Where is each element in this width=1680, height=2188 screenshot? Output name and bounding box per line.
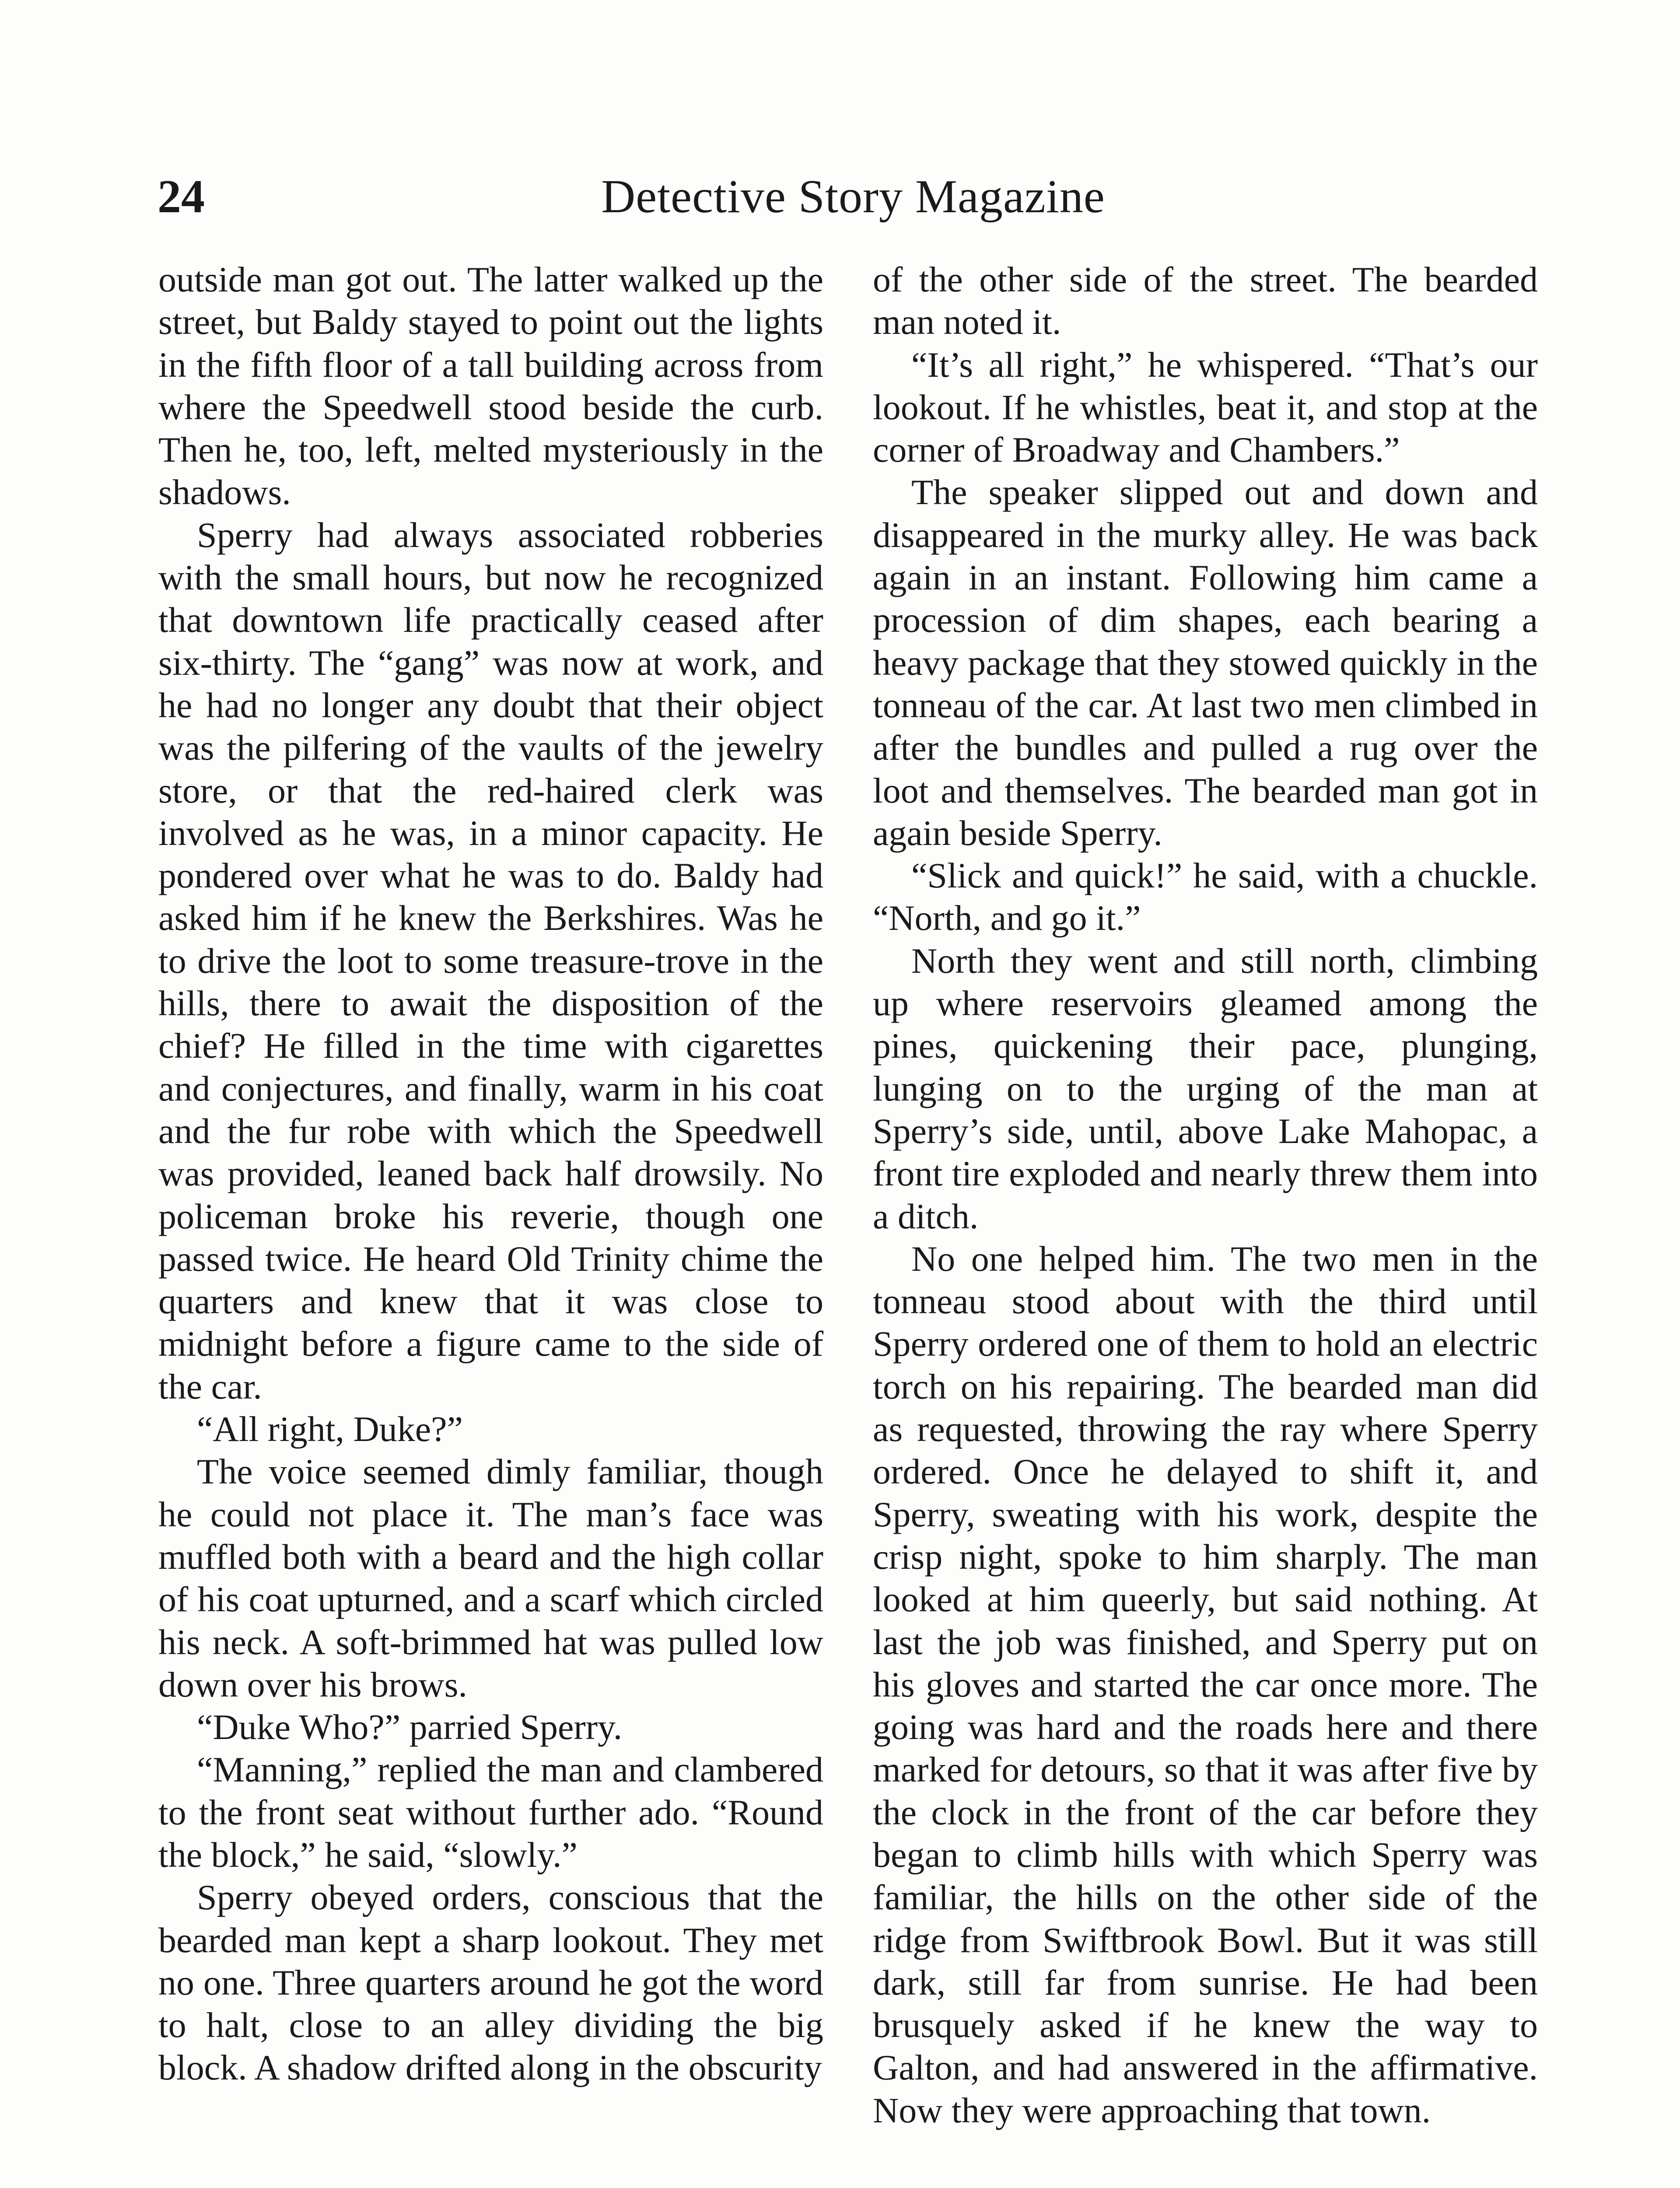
paragraph: The voice seemed dimly familiar, though he could not place it. The man’s face was muffled both with a beard and the high collar of his coat upturned, and a scarf which circled his neck. A soft-brimmed hat was pulled low down over his brows. (158, 1452, 823, 1704)
paragraph: “All right, Duke?” (197, 1409, 463, 1449)
page-number: 24 (158, 171, 205, 223)
paragraph: The speaker slipped out and down and disappeared in the murky alley. He was back again in an instant. Following him came a procession of dim shapes, each bearing a heavy package that they stowed quickly in the tonneau of the car. At last two men climbed in after the bundles and pulled a rug over the loot and themselves. The bearded man got in again beside Sperry. (873, 472, 1538, 853)
right-column (873, 258, 1538, 2132)
left-column (158, 258, 823, 2089)
paragraph: “Slick and quick!” he said, with a chuckle. “North, and go it.” (873, 856, 1538, 938)
paragraph: “It’s all right,” he whispered. “That’s our lookout. If he whistles, beat it, and stop at the corner of Broadway and Chambers.” (873, 344, 1538, 470)
paragraph: Sperry had always associated robberies with the small hours, but now he recognized that downtown life practically ceased after six-thirty. The “gang” was now at work, and he had no longer any doubt that their object was the pilfering of the vaults of the jewelry store, or that the red-haired clerk was involved as he was, in a minor capacity. He pondered over what he was to do. Baldy had asked him if he knew the Berkshires. Was he to drive the loot to some treasure-trove in the hills, there to await the disposition of the chief? He filled in the time with cigarettes and conjectures, and finally, warm in his coat and the fur robe with which the Speedwell was provided, leaned back half drowsily. No policeman broke his reverie, though one passed twice. He heard Old Trinity chime the quarters and knew that it was close to midnight before a figure came to the side of the car. (158, 515, 823, 1406)
paragraph: “Duke Who?” parried Sperry. (197, 1707, 623, 1747)
paragraph: No one helped him. The two men in the tonneau stood about with the third until Sperry ordered one of them to hold an electric torch on his repairing. The bearded man did as requested, throwing the ray where Sperry ordered. Once he delayed to shift it, and Sperry, sweating with his work, despite the crisp night, spoke to him sharply. The man looked at him queerly, but said nothing. At last the job was finished, and Sperry put on his gloves and started the car once more. The going was hard and the roads here and there marked for detours, so that it was after five by the clock in the front of the car before they began to climb hills with which Sperry was familiar, the hills on the other side of the ridge from Swiftbrook Bowl. But it was still dark, still far from sunrise. He had been brusquely asked if he knew the way to Galton, and had answered in the affirmative. Now they were approaching that town. (873, 1238, 1538, 2130)
running-title: Detective Story Magazine (601, 171, 1105, 223)
paragraph: “Manning,” replied the man and clambered to the front seat without further ado. “Round the block,” he said, “slowly.” (158, 1750, 823, 1875)
paragraph: North they went and still north, climbing up where reservoirs gleamed among the pines, quickening their pace, plunging, lunging on to the urging of the man at Sperry’s side, until, above Lake Mahopac, a front tire exploded and nearly threw them into a ditch. (873, 940, 1538, 1236)
paragraph: outside man got out. The latter walked up the street, but Baldy stayed to point out the lights in the fifth floor of a tall building across from where the Speedwell stood beside the curb. Then he, too, left, melted mysteriously in the shadows. (158, 259, 823, 512)
paragraph: of the other side of the street. The bearded man noted it. (873, 259, 1538, 342)
paragraph: Sperry obeyed orders, conscious that the bearded man kept a sharp lookout. They met no one. Three quarters around he got the word to halt, close to an alley dividing the big block. A shadow drifted along in the obscurity (158, 1877, 823, 2088)
page-header (158, 166, 1549, 228)
